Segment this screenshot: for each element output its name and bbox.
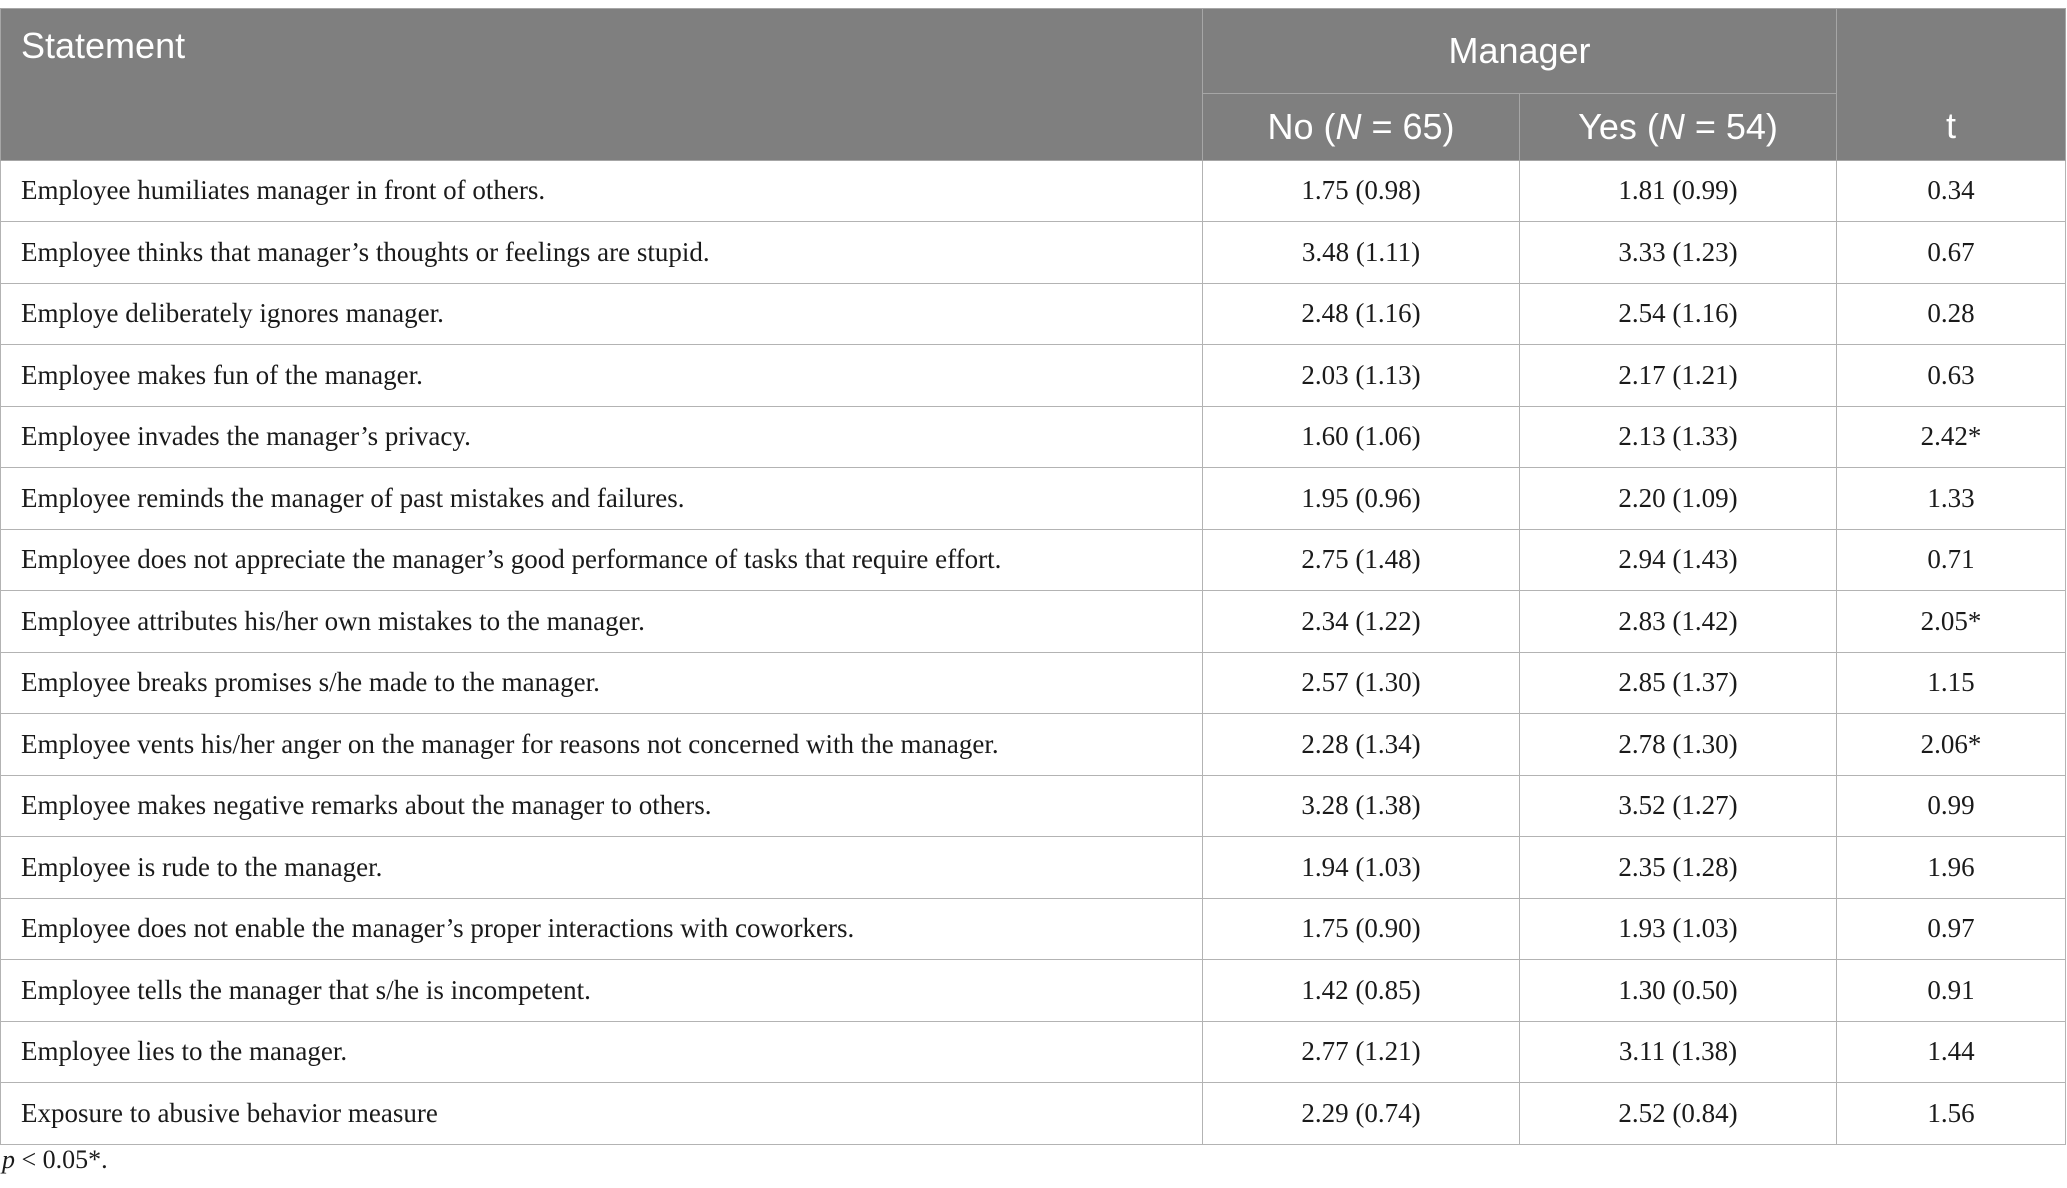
table-body [1, 160, 2066, 1144]
no-column-prefix: No ( [1267, 105, 1336, 147]
yes-value-cell: 1.30 (0.50) [1520, 960, 1837, 1022]
statement-cell: Employee makes fun of the manager. [1, 345, 1203, 407]
no-value-cell: 1.75 (0.98) [1203, 160, 1520, 222]
yes-value-cell: 2.20 (1.09) [1520, 468, 1837, 530]
t-value-cell: 2.06* [1837, 714, 2066, 776]
no-value-cell: 3.48 (1.11) [1203, 222, 1520, 284]
statement-cell: Employee reminds the manager of past mistakes and failures. [1, 468, 1203, 530]
yes-value-cell: 2.54 (1.16) [1520, 283, 1837, 345]
yes-value-cell: 2.85 (1.37) [1520, 652, 1837, 714]
no-value-cell: 1.42 (0.85) [1203, 960, 1520, 1022]
no-column-n: N [1335, 105, 1362, 147]
manager-group-header: Manager [1203, 9, 1837, 94]
t-value-cell: 1.15 [1837, 652, 2066, 714]
statement-cell: Employe deliberately ignores manager. [1, 283, 1203, 345]
no-value-cell: 2.75 (1.48) [1203, 529, 1520, 591]
statement-cell: Employee tells the manager that s/he is incompetent. [1, 960, 1203, 1022]
t-header-spacer [1837, 9, 2066, 94]
no-value-cell: 1.60 (1.06) [1203, 406, 1520, 468]
t-value-cell: 0.91 [1837, 960, 2066, 1022]
table-row [1, 591, 2066, 653]
statement-cell: Employee vents his/her anger on the manager for reasons not concerned with the manager. [1, 714, 1203, 776]
table-row [1, 160, 2066, 222]
no-value-cell: 1.95 (0.96) [1203, 468, 1520, 530]
table-row [1, 468, 2066, 530]
table-row [1, 714, 2066, 776]
no-column-suffix: = 65) [1361, 105, 1455, 147]
statement-cell: Employee attributes his/her own mistakes to the manager. [1, 591, 1203, 653]
yes-value-cell: 3.52 (1.27) [1520, 775, 1837, 837]
no-value-cell: 2.28 (1.34) [1203, 714, 1520, 776]
statement-cell: Employee thinks that manager’s thoughts or feelings are stupid. [1, 222, 1203, 284]
yes-value-cell: 3.33 (1.23) [1520, 222, 1837, 284]
statement-header-spacer [1, 93, 1203, 160]
yes-value-cell: 2.35 (1.28) [1520, 837, 1837, 899]
statement-cell: Employee breaks promises s/he made to the manager. [1, 652, 1203, 714]
table-row [1, 406, 2066, 468]
yes-value-cell: 3.11 (1.38) [1520, 1021, 1837, 1083]
yes-column-suffix: = 54) [1684, 105, 1778, 147]
yes-value-cell: 1.81 (0.99) [1520, 160, 1837, 222]
yes-value-cell: 2.13 (1.33) [1520, 406, 1837, 468]
yes-column-header [1520, 93, 1837, 160]
t-value-cell: 0.99 [1837, 775, 2066, 837]
statement-cell: Employee humiliates manager in front of others. [1, 160, 1203, 222]
no-value-cell: 2.29 (0.74) [1203, 1083, 1520, 1145]
table-row [1, 960, 2066, 1022]
table-header [1, 9, 2066, 161]
yes-value-cell: 2.94 (1.43) [1520, 529, 1837, 591]
t-value-cell: 1.96 [1837, 837, 2066, 899]
table-footnote [2, 1145, 108, 1175]
table-row [1, 837, 2066, 899]
statement-cell: Employee does not appreciate the manager’s good performance of tasks that require effort. [1, 529, 1203, 591]
no-column-header [1203, 93, 1520, 160]
table-row [1, 222, 2066, 284]
yes-column-prefix: Yes ( [1578, 105, 1659, 147]
table-row [1, 1021, 2066, 1083]
statement-cell: Employee makes negative remarks about the manager to others. [1, 775, 1203, 837]
table-row [1, 529, 2066, 591]
no-value-cell: 3.28 (1.38) [1203, 775, 1520, 837]
statement-cell: Employee invades the manager’s privacy. [1, 406, 1203, 468]
table-row [1, 652, 2066, 714]
results-table [0, 8, 2066, 1145]
no-value-cell: 2.48 (1.16) [1203, 283, 1520, 345]
table-container [0, 8, 2065, 1145]
table-row [1, 1083, 2066, 1145]
table-row [1, 345, 2066, 407]
statement-cell: Employee is rude to the manager. [1, 837, 1203, 899]
t-value-cell: 0.67 [1837, 222, 2066, 284]
t-value-cell: 0.63 [1837, 345, 2066, 407]
yes-value-cell: 1.93 (1.03) [1520, 898, 1837, 960]
yes-value-cell: 2.78 (1.30) [1520, 714, 1837, 776]
table-row [1, 898, 2066, 960]
statement-cell: Employee does not enable the manager’s proper interactions with coworkers. [1, 898, 1203, 960]
t-value-cell: 2.42* [1837, 406, 2066, 468]
footnote-p-symbol: p [2, 1145, 15, 1174]
table-row [1, 775, 2066, 837]
no-value-cell: 1.75 (0.90) [1203, 898, 1520, 960]
no-value-cell: 2.57 (1.30) [1203, 652, 1520, 714]
t-value-cell: 1.44 [1837, 1021, 2066, 1083]
yes-value-cell: 2.17 (1.21) [1520, 345, 1837, 407]
t-value-cell: 0.71 [1837, 529, 2066, 591]
statement-cell: Employee lies to the manager. [1, 1021, 1203, 1083]
t-value-cell: 0.97 [1837, 898, 2066, 960]
t-value-cell: 0.34 [1837, 160, 2066, 222]
footnote-text: < 0.05*. [15, 1145, 108, 1174]
t-value-cell: 2.05* [1837, 591, 2066, 653]
t-column-header: t [1837, 93, 2066, 160]
no-value-cell: 2.77 (1.21) [1203, 1021, 1520, 1083]
no-value-cell: 1.94 (1.03) [1203, 837, 1520, 899]
t-value-cell: 1.56 [1837, 1083, 2066, 1145]
t-value-cell: 1.33 [1837, 468, 2066, 530]
no-value-cell: 2.03 (1.13) [1203, 345, 1520, 407]
yes-value-cell: 2.52 (0.84) [1520, 1083, 1837, 1145]
t-value-cell: 0.28 [1837, 283, 2066, 345]
table-row [1, 283, 2066, 345]
yes-value-cell: 2.83 (1.42) [1520, 591, 1837, 653]
statement-cell: Exposure to abusive behavior measure [1, 1083, 1203, 1145]
statement-header: Statement [1, 9, 1203, 94]
no-value-cell: 2.34 (1.22) [1203, 591, 1520, 653]
yes-column-n: N [1658, 105, 1685, 147]
